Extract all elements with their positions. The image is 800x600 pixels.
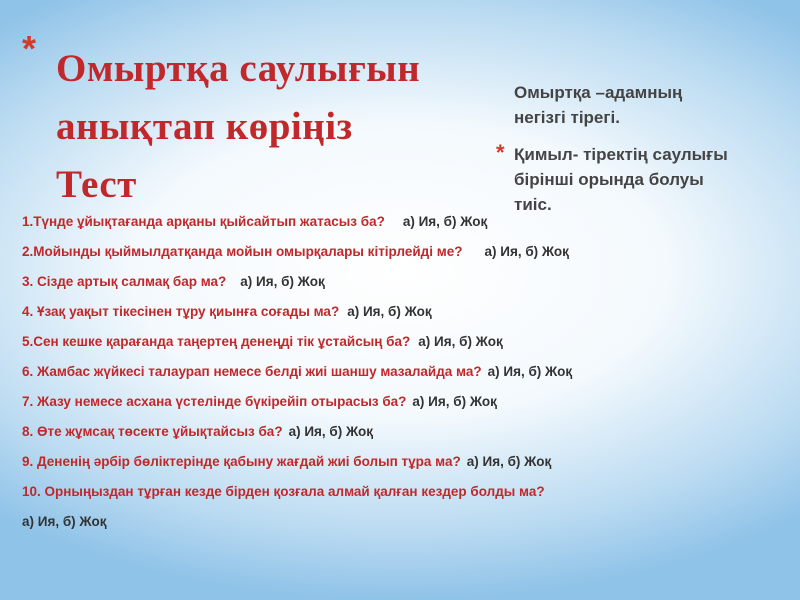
question-row xyxy=(22,270,792,300)
side-note-line: бірінші орында болуы xyxy=(514,170,704,189)
question-row xyxy=(22,450,792,480)
side-note-line: Қимыл- тіректің саулығы xyxy=(514,145,728,164)
question-answers: а) Ия, б) Жоқ xyxy=(487,364,573,379)
side-note-line: Омыртқа –адамның xyxy=(514,83,683,102)
question-text: 1.Түнде ұйықтағанда арқаны қыйсайтып жатасыз ба? xyxy=(22,214,385,229)
question-text: 9. Дененің әрбір бөліктерінде қабыну жағдай жиі болып тұра ма? xyxy=(22,454,461,469)
side-note-line: негізгі тірегі. xyxy=(514,108,620,127)
question-answers: а) Ия, б) Жоқ xyxy=(402,214,488,229)
bullet-icon: * xyxy=(496,140,505,165)
question-text: 10. Орныңыздан тұрған кезде бірден қозғала алмай қалған кездер болды ма? xyxy=(22,484,545,499)
question-text: 5.Сен кешке қарағанда таңертең денеңді тік ұстайсың ба? xyxy=(22,334,411,349)
question-answers: а) Ия, б) Жоқ xyxy=(240,274,325,289)
side-notes xyxy=(496,80,800,229)
question-text: 6. Жамбас жүйкесі талаурап немесе белді жиі шаншу мазалайда ма? xyxy=(22,364,482,379)
question-text: 3. Сізде артық салмақ бар ма? xyxy=(22,274,227,289)
question-row xyxy=(22,240,792,270)
slide-title xyxy=(56,40,536,214)
question-answers: а) Ия, б) Жоқ xyxy=(484,244,569,259)
title-line: Омыртқа саулығын xyxy=(56,47,421,90)
side-note xyxy=(496,80,800,130)
question-answers: а) Ия, б) Жоқ xyxy=(22,514,107,529)
question-answers: а) Ия, б) Жоқ xyxy=(466,454,552,469)
title-line: Тест xyxy=(56,163,137,206)
question-row xyxy=(22,480,792,510)
side-note-line: тиіс. xyxy=(514,195,552,214)
question-row xyxy=(22,420,792,450)
question-answers: а) Ия, б) Жоқ xyxy=(347,304,432,319)
question-row xyxy=(22,330,792,360)
question-row xyxy=(22,390,792,420)
question-answers: а) Ия, б) Жоқ xyxy=(288,424,374,439)
question-row xyxy=(22,360,792,390)
question-row xyxy=(22,300,792,330)
question-answers: а) Ия, б) Жоқ xyxy=(412,394,497,409)
question-text: 2.Мойынды қыймылдатқанда мойын омырқалары кітірлейді ме? xyxy=(22,244,463,259)
side-note xyxy=(496,142,800,217)
title-bullet-icon: * xyxy=(22,28,37,69)
question-list xyxy=(22,210,792,538)
question-text: 4. Ұзақ уақыт тікесінен тұру қиынға соғады ма? xyxy=(22,304,340,319)
question-text: 8. Өте жұмсақ төсекте ұйықтайсыз ба? xyxy=(22,424,283,439)
title-line: анықтап көріңіз xyxy=(56,105,353,148)
question-text: 7. Жазу немесе асхана үстелінде бүкірейіп отырасыз ба? xyxy=(22,394,407,409)
question-answers: а) Ия, б) Жоқ xyxy=(418,334,503,349)
question-row xyxy=(22,210,792,240)
